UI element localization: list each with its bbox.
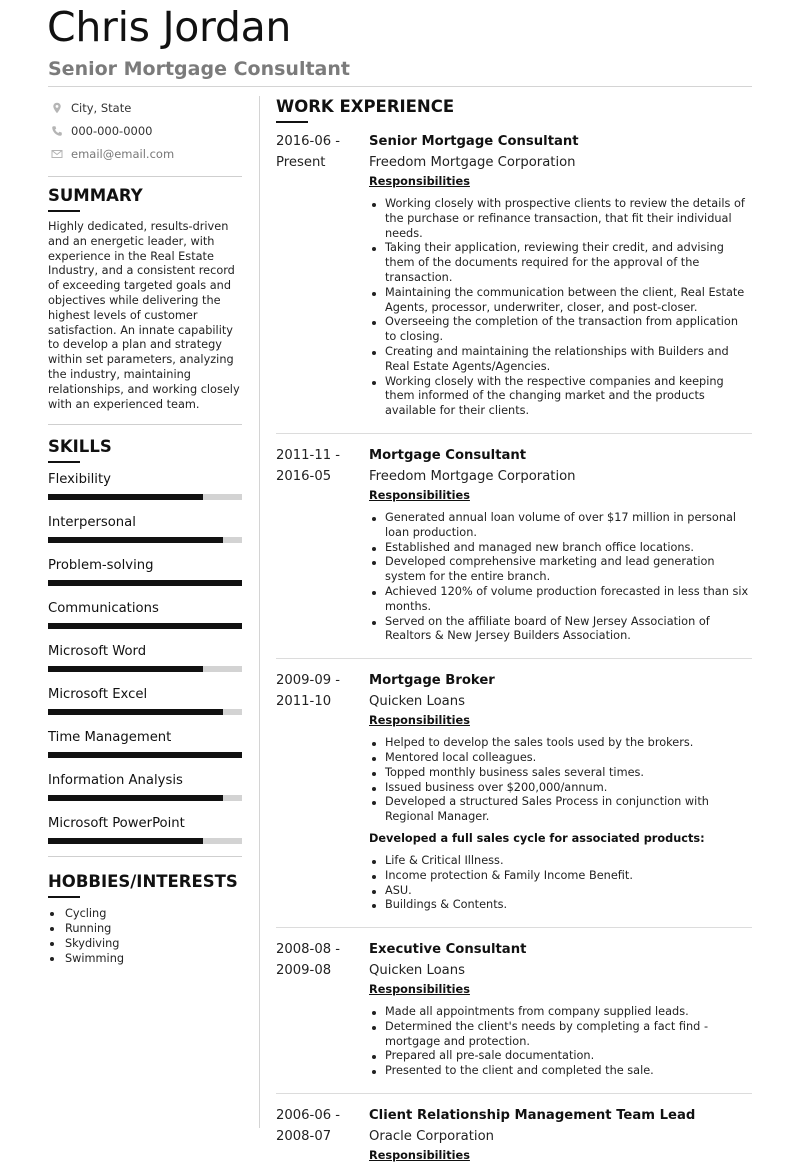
responsibility-item: Creating and maintaining the relationships with Builders and Real Estate Agents/Agencies. [369, 345, 752, 375]
responsibilities-label: Responsibilities [369, 983, 470, 997]
phone-text: 000-000-0000 [71, 123, 153, 138]
right-column [276, 96, 752, 1163]
job-entry [276, 940, 752, 1079]
responsibility-item: Helped to develop the sales tools used by the brokers. [369, 736, 752, 751]
skill-level-track [48, 537, 242, 543]
skill-name: Communications [48, 601, 159, 617]
location-pin-icon [51, 102, 63, 114]
sub-heading: Developed a full sales cycle for associated products: [369, 831, 705, 845]
skill-level-fill [48, 537, 223, 543]
responsibilities-label: Responsibilities [369, 714, 470, 728]
job-details [369, 446, 752, 644]
job-divider [276, 1093, 752, 1094]
left-column [48, 96, 242, 966]
responsibility-item: Topped monthly business sales several times. [369, 766, 752, 781]
job-entry [276, 671, 752, 913]
hobby-item: Skydiving [48, 936, 242, 951]
skill-item [48, 600, 242, 629]
skill-item [48, 643, 242, 672]
contact-email[interactable] [48, 142, 242, 165]
skill-name: Microsoft PowerPoint [48, 816, 185, 832]
responsibility-list [369, 197, 752, 419]
hobbies-list [48, 906, 242, 966]
product-item: Income protection & Family Income Benefit. [369, 869, 752, 884]
responsibility-item: Generated annual loan volume of over $17 million in personal loan production. [369, 511, 752, 541]
candidate-title: Senior Mortgage Consultant [48, 58, 350, 80]
responsibility-item: Overseeing the completion of the transaction from application to closing. [369, 315, 752, 345]
job-details [369, 1106, 752, 1163]
job-company: Freedom Mortgage Corporation [369, 155, 576, 170]
skills-heading: SKILLS [48, 437, 112, 457]
responsibility-list [369, 1005, 752, 1079]
skill-item [48, 514, 242, 543]
heading-underline [48, 210, 80, 212]
candidate-name: Chris Jordan [47, 3, 292, 51]
responsibility-item: Working closely with prospective clients to review the details of the purchase or refinance transaction, that fit their individual needs. [369, 197, 752, 241]
job-details [369, 940, 752, 1079]
responsibility-item: Achieved 120% of volume production forecasted in less than six months. [369, 585, 752, 615]
job-date-end: 2011-10 [276, 694, 332, 710]
job-date-end: 2016-05 [276, 468, 332, 484]
product-item: Buildings & Contents. [369, 898, 752, 913]
skill-name: Problem-solving [48, 558, 154, 574]
phone-icon [51, 125, 63, 137]
skill-name: Time Management [48, 730, 172, 746]
job-date-start: 2006-06 - [276, 1108, 341, 1124]
job-dates [276, 132, 369, 419]
product-item: ASU. [369, 884, 752, 899]
responsibility-item: Developed a structured Sales Process in conjunction with Regional Manager. [369, 795, 752, 825]
job-details [369, 671, 752, 913]
skill-level-track [48, 709, 242, 715]
skill-item [48, 772, 242, 801]
job-company: Freedom Mortgage Corporation [369, 468, 576, 484]
skill-level-fill [48, 666, 203, 672]
job-company: Quicken Loans [369, 963, 465, 979]
responsibility-item: Determined the client's needs by completing a fact find - mortgage and protection. [369, 1020, 752, 1050]
job-entry [276, 1106, 752, 1163]
skill-level-fill [48, 623, 242, 629]
hobby-item: Swimming [48, 951, 242, 966]
skill-name: Interpersonal [48, 515, 136, 531]
heading-underline [48, 896, 80, 898]
column-divider [259, 96, 260, 1128]
skill-item [48, 557, 242, 586]
summary-heading: SUMMARY [48, 186, 143, 205]
skill-name: Microsoft Word [48, 644, 147, 660]
skill-level-track [48, 752, 242, 758]
job-dates [276, 671, 369, 913]
responsibility-item: Presented to the client and completed the sale. [369, 1064, 752, 1079]
skill-item [48, 686, 242, 715]
skill-item [48, 729, 242, 758]
job-company: Quicken Loans [369, 694, 465, 710]
hobby-item: Cycling [48, 906, 242, 921]
responsibility-item: Served on the affiliate board of New Jersey Association of Realtors & New Jersey Builders Association. [369, 615, 752, 645]
skill-level-fill [48, 795, 223, 801]
responsibility-item: Prepared all pre-sale documentation. [369, 1049, 752, 1064]
product-list [369, 854, 752, 913]
skill-level-fill [48, 494, 203, 500]
job-title: Executive Consultant [369, 942, 527, 958]
responsibility-item: Taking their application, reviewing their credit, and advising them of the documents required for the approval of the transaction. [369, 241, 752, 285]
skill-item [48, 815, 242, 844]
job-date-start: 2016-06 - [276, 134, 341, 149]
job-entry [276, 132, 752, 419]
responsibility-item: Developed comprehensive marketing and lead generation system for the entire branch. [369, 555, 752, 585]
skill-level-fill [48, 838, 203, 844]
job-title: Mortgage Consultant [369, 447, 527, 463]
summary-text: Highly dedicated, results-driven and an energetic leader, with experience in the Real Estate Industry, and a consistent record of exceeding targeted goals and objectives while delivering the highest levels of customer satisfaction. An innate capability to develop a plan and strategy within set parameters, analyzing the industry, maintaining relationships, and working closely with an experienced team. [48, 220, 240, 411]
job-divider [276, 927, 752, 928]
email-link[interactable]: email@email.com [71, 146, 175, 161]
skills-list [48, 471, 242, 844]
skill-level-fill [48, 752, 242, 758]
job-title: Mortgage Broker [369, 673, 495, 689]
heading-underline [48, 461, 80, 463]
responsibility-item: Working closely with the respective companies and keeping them informed of the changing market and the products available for their clients. [369, 375, 752, 419]
product-item: Life & Critical Illness. [369, 854, 752, 869]
skill-level-fill [48, 580, 242, 586]
skill-name: Information Analysis [48, 773, 183, 789]
job-company: Oracle Corporation [369, 1129, 495, 1145]
job-date-end: 2009-08 [276, 963, 332, 979]
skill-level-track [48, 838, 242, 844]
job-title: Senior Mortgage Consultant [369, 134, 579, 149]
skill-name: Microsoft Excel [48, 687, 148, 703]
responsibility-item: Maintaining the communication between the client, Real Estate Agents, processor, underwriter, closer, and post-closer. [369, 286, 752, 316]
job-details [369, 132, 752, 419]
responsibility-item: Issued business over $200,000/annum. [369, 781, 752, 796]
contact-location [48, 96, 242, 119]
skill-name: Flexibility [48, 472, 111, 488]
job-date-start: 2009-09 - [276, 673, 341, 689]
responsibilities-label: Responsibilities [369, 175, 470, 188]
skill-level-fill [48, 709, 223, 715]
job-date-start: 2011-11 - [276, 447, 341, 463]
job-divider [276, 658, 752, 659]
location-text: City, State [71, 100, 132, 115]
responsibilities-label: Responsibilities [369, 1149, 470, 1163]
jobs-list [276, 132, 752, 1163]
responsibility-item: Made all appointments from company supplied leads. [369, 1005, 752, 1020]
responsibilities-label: Responsibilities [369, 488, 470, 502]
contact-phone [48, 119, 242, 142]
responsibility-list [369, 736, 752, 825]
experience-heading: WORK EXPERIENCE [276, 97, 455, 116]
responsibility-item: Established and managed new branch office locations. [369, 541, 752, 556]
job-date-start: 2008-08 - [276, 942, 341, 958]
job-dates [276, 940, 369, 1079]
skill-level-track [48, 494, 242, 500]
job-dates [276, 1106, 369, 1163]
job-entry [276, 446, 752, 644]
skill-level-track [48, 623, 242, 629]
job-title: Client Relationship Management Team Lead [369, 1108, 696, 1124]
skill-item [48, 471, 242, 500]
responsibility-list [369, 511, 752, 644]
header-divider [48, 86, 752, 87]
hobbies-heading: HOBBIES/INTERESTS [48, 872, 238, 892]
skill-level-track [48, 795, 242, 801]
skill-level-track [48, 580, 242, 586]
job-dates [276, 446, 369, 644]
responsibility-item: Mentored local colleagues. [369, 751, 752, 766]
hobby-item: Running [48, 921, 242, 936]
job-date-end: 2008-07 [276, 1129, 332, 1145]
envelope-icon [51, 148, 63, 160]
skill-level-track [48, 666, 242, 672]
job-date-end: Present [276, 155, 326, 170]
job-divider [276, 433, 752, 434]
